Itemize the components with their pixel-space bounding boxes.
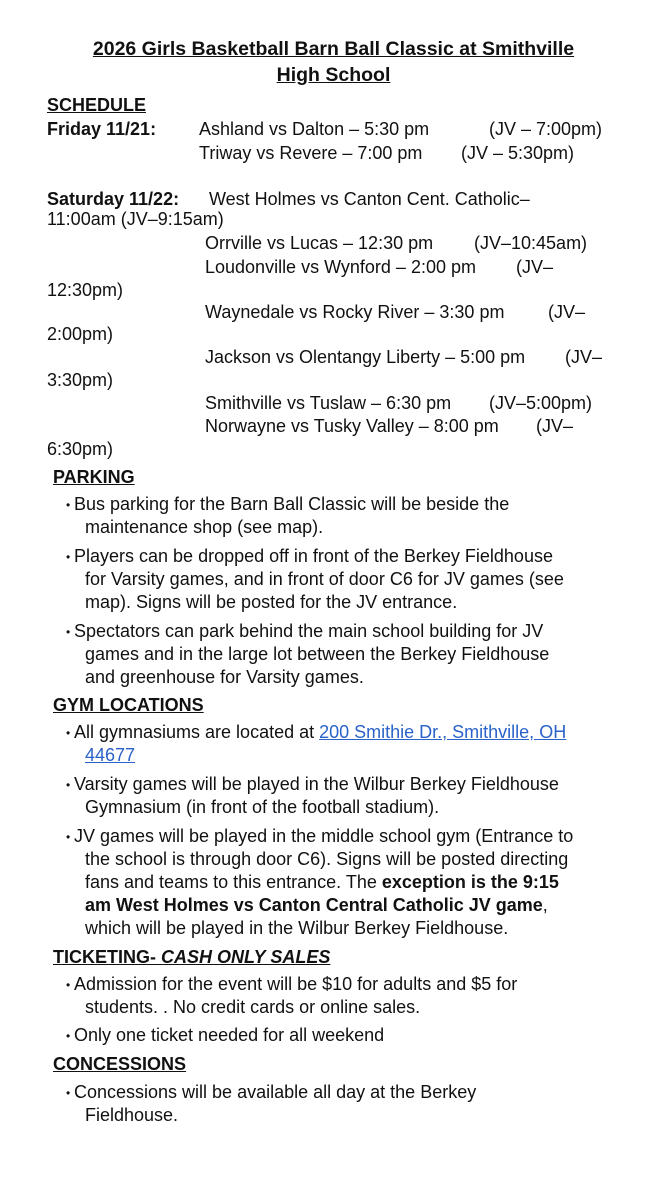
friday-label: Friday 11/21:: [47, 119, 157, 139]
saturday-game-6-jv: (JV–5:00pm): [489, 393, 593, 413]
ticketing-item-admission-line-2: students. . No credit cards or online sales.: [85, 997, 421, 1017]
gym-item-jv-line-2: the school is through door C6). Signs will be posted directing: [85, 849, 569, 869]
gym-item-jv-exception-2: am West Holmes vs Canton Central Catholic JV game: [85, 895, 543, 915]
bullet-icon: •: [66, 726, 71, 740]
parking-heading: PARKING: [53, 467, 135, 487]
saturday-game-7-jv-cont: 6:30pm): [47, 439, 114, 459]
schedule-heading: SCHEDULE: [47, 95, 147, 115]
saturday-game-5-jv-cont: 3:30pm): [47, 370, 114, 390]
parking-item-spectators-line-2: games and in the large lot between the Berkey Fieldhouse: [85, 644, 550, 664]
friday-game-2-jv: (JV – 5:30pm): [461, 143, 575, 163]
saturday-game-3-jv: (JV–: [516, 257, 554, 277]
address-link-zip[interactable]: 44677: [85, 745, 136, 765]
gym-item-jv-line-5: which will be played in the Wilbur Berkey Fieldhouse.: [85, 918, 509, 938]
saturday-game-7-jv: (JV–: [536, 416, 574, 436]
bullet-icon: •: [66, 978, 71, 992]
gym-item-address: [74, 721, 634, 767]
friday-game-1-jv: (JV – 7:00pm): [489, 119, 603, 139]
saturday-game-2-jv: (JV–10:45am): [474, 233, 588, 253]
parking-item-spectators-line-3: and greenhouse for Varsity games.: [85, 667, 364, 687]
ticketing-heading-cash-only: CASH ONLY SALES: [156, 947, 331, 967]
gym-item-jv-exception-1: exception is the 9:15: [381, 872, 559, 892]
gym-item-jv: [74, 825, 634, 940]
parking-item-spectators-line-1: Spectators can park behind the main school building for JV: [74, 621, 544, 641]
concessions-item: [74, 1081, 634, 1127]
saturday-game-1-line-1: West Holmes vs Canton Cent. Catholic–: [209, 189, 530, 209]
saturday-game-6-matchup: Smithville vs Tuslaw – 6:30 pm: [205, 393, 452, 413]
ticketing-heading-label: TICKETING-: [53, 947, 156, 967]
address-link[interactable]: 200 Smithie Dr., Smithville, OH: [319, 722, 567, 742]
bullet-icon: •: [66, 1029, 71, 1043]
saturday-game-4-jv-cont: 2:00pm): [47, 324, 114, 344]
gym-item-varsity: [74, 773, 634, 819]
saturday-game-2-matchup: Orrville vs Lucas – 12:30 pm: [205, 233, 434, 253]
bullet-icon: •: [66, 625, 71, 639]
concessions-heading: CONCESSIONS: [53, 1054, 187, 1074]
ticketing-item-admission-line-1: Admission for the event will be $10 for adults and $5 for: [74, 974, 518, 994]
saturday-game-5-jv: (JV–: [565, 347, 603, 367]
title-line-2: High School: [276, 64, 391, 86]
parking-item-dropoff-line-1: Players can be dropped off in front of the Berkey Fieldhouse: [74, 546, 553, 566]
friday-game-1-matchup: Ashland vs Dalton – 5:30 pm: [199, 119, 430, 139]
parking-item-dropoff: [74, 545, 634, 614]
ticketing-item-weekend-line-1: Only one ticket needed for all weekend: [74, 1025, 385, 1045]
gym-item-address-prefix: All gymnasiums are located at: [74, 722, 320, 742]
gym-item-varsity-line-2: Gymnasium (in front of the football stadium).: [85, 797, 440, 817]
gym-item-jv-comma: ,: [542, 895, 548, 915]
bullet-icon: •: [66, 778, 71, 792]
parking-item-dropoff-line-2: for Varsity games, and in front of door C6 for JV games (see: [85, 569, 564, 589]
gym-item-varsity-line-1: Varsity games will be played in the Wilbur Berkey Fieldhouse: [74, 774, 559, 794]
ticketing-item-admission: [74, 973, 634, 1019]
bullet-icon: •: [66, 830, 71, 844]
concessions-item-line-1: Concessions will be available all day at the Berkey: [74, 1082, 477, 1102]
saturday-label: Saturday 11/22:: [47, 189, 180, 209]
page-title: [0, 36, 667, 88]
bullet-icon: •: [66, 550, 71, 564]
parking-item-bus-line-1: Bus parking for the Barn Ball Classic will be beside the: [74, 494, 510, 514]
title-line-1: 2026 Girls Basketball Barn Ball Classic at Smithville: [92, 38, 575, 60]
parking-item-bus: [74, 493, 634, 539]
bullet-icon: •: [66, 498, 71, 512]
saturday-game-3-jv-cont: 12:30pm): [47, 280, 124, 300]
bullet-icon: •: [66, 1086, 71, 1100]
saturday-game-3-matchup: Loudonville vs Wynford – 2:00 pm: [205, 257, 476, 277]
gym-item-jv-line-1: JV games will be played in the middle school gym (Entrance to: [74, 826, 574, 846]
saturday-game-5-matchup: Jackson vs Olentangy Liberty – 5:00 pm: [205, 347, 526, 367]
parking-item-dropoff-line-3: map). Signs will be posted for the JV entrance.: [85, 592, 458, 612]
saturday-game-1-line-2: 11:00am (JV–9:15am): [47, 209, 224, 229]
gym-locations-heading: GYM LOCATIONS: [53, 695, 204, 715]
parking-item-spectators: [74, 620, 634, 689]
saturday-game-4-jv: (JV–: [548, 302, 586, 322]
concessions-item-line-2: Fieldhouse.: [85, 1105, 179, 1125]
ticketing-heading: [53, 945, 330, 969]
ticketing-item-weekend: [74, 1024, 634, 1047]
friday-game-2-matchup: Triway vs Revere – 7:00 pm: [199, 143, 423, 163]
gym-item-jv-line-3: fans and teams to this entrance. The: [85, 872, 382, 892]
saturday-game-7-matchup: Norwayne vs Tusky Valley – 8:00 pm: [205, 416, 499, 436]
parking-item-bus-line-2: maintenance shop (see map).: [85, 517, 324, 537]
saturday-game-4-matchup: Waynedale vs Rocky River – 3:30 pm: [205, 302, 505, 322]
